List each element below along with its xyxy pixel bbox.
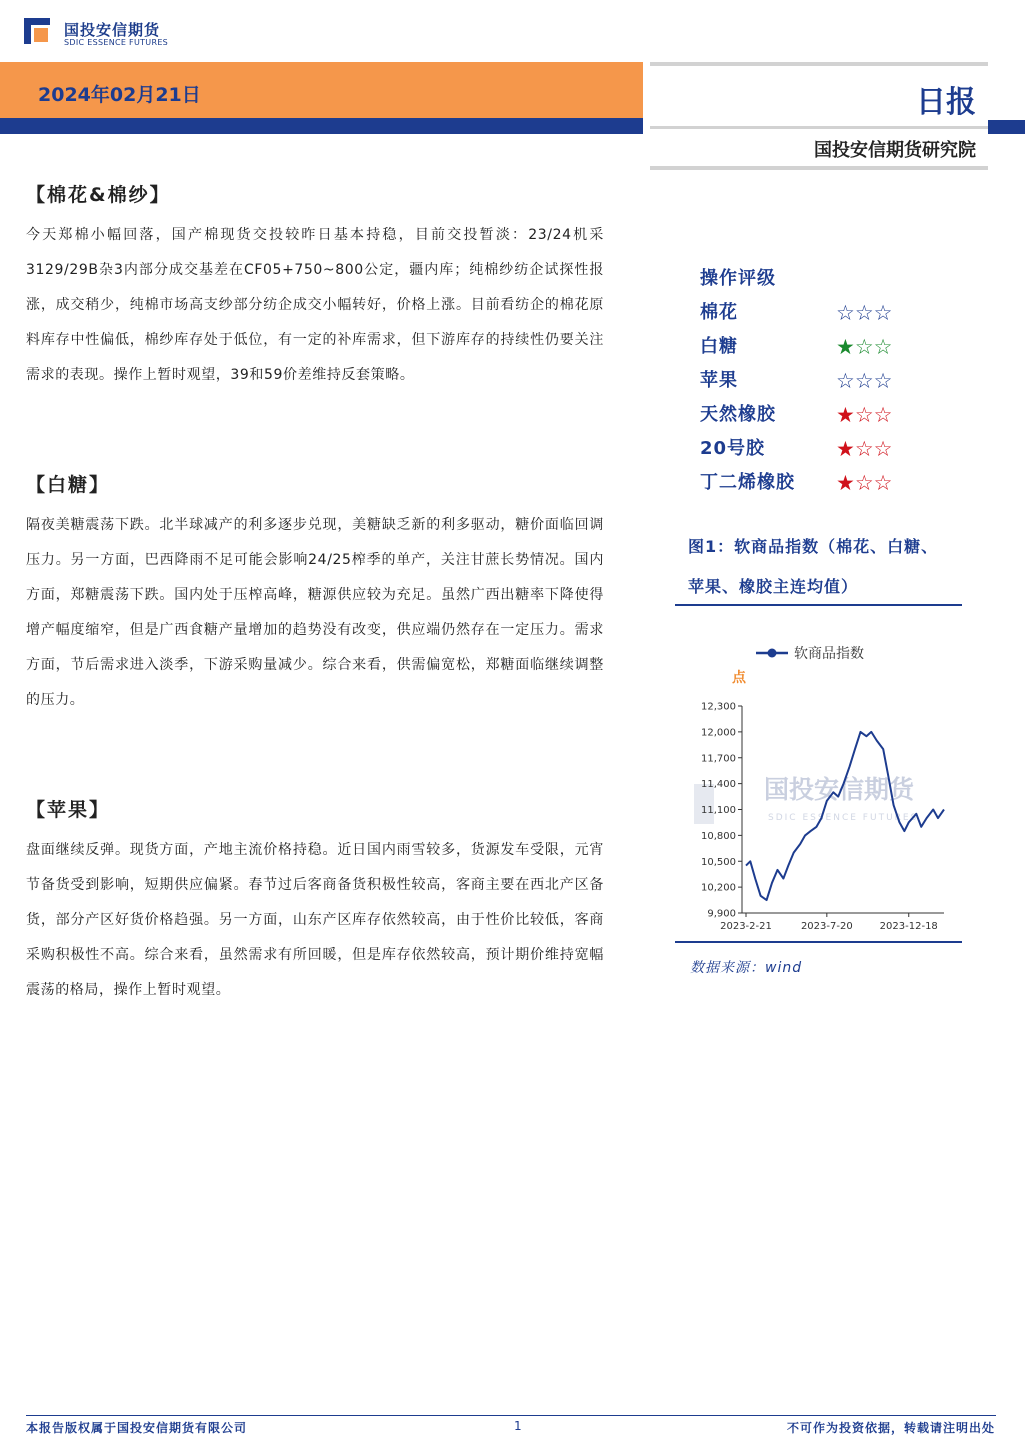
rating-stars (836, 432, 892, 466)
section-text-sugar: 隔夜美糖震荡下跌。北半球减产的利多逐步兑现，美糖缺乏新的利多驱动，糖价面临回调压力。另一方面，巴西降雨不足可能会影响24/25榨季的单产，关注甘蔗长势情况。国内方面，郑糖震荡下跌。国内处于压榨高峰，糖源供应较为充足。虽然广西出糖率下降使得增产幅度缩窄，但是广西食糖产量增加的趋势没有改变，供应端仍然存在一定压力。需求方面，节后需求进入淡季，下游采购量减少。综合来看，供需偏宽松，郑糖面临继续调整的压力。 (26, 517, 604, 708)
report-date: 2024年02月21日 (38, 84, 201, 106)
rating-stars (836, 330, 892, 364)
logo-english-name: SDIC ESSENCE FUTURES (64, 38, 169, 47)
star-icon: ☆ (854, 471, 874, 495)
footer-copyright: 本报告版权属于国投安信期货有限公司 (26, 1421, 248, 1435)
star-icon: ★ (836, 335, 855, 359)
footer-divider (26, 1415, 996, 1416)
rating-name: 丁二烯橡胶 (700, 472, 795, 493)
soft-commodity-index-chart (676, 630, 962, 940)
rating-row-sugar (700, 330, 940, 364)
rating-name: 白糖 (700, 336, 738, 357)
watermark-english-text: SDIC ESSENCE FUTURES (768, 813, 919, 823)
section-text-apple: 盘面继续反弹。现货方面，产地主流价格持稳。近日国内雨雪较多，货源发车受限，元宵节备货受到影响，短期供应偏紧。春节过后客商备货积极性较高，客商主要在西北产区备货，部分产区好货价格趋强。另一方面，山东产区库存依然较高，由于性价比较低，客商采购积极性不高。综合来看，虽然需求有所回暖，但是库存依然较高，预计期价维持宽幅震荡的格局，操作上暂时观望。 (26, 842, 604, 998)
watermark-text: 国投安信期货 (764, 775, 915, 804)
rating-stars (836, 466, 892, 500)
star-icon: ☆ (854, 403, 874, 427)
star-icon: ★ (836, 403, 855, 427)
figure-rule (675, 604, 962, 606)
data-source: 数据来源：wind (690, 960, 803, 976)
star-icon: ★ (836, 471, 855, 495)
footer-disclaimer: 不可作为投资依据，转载请注明出处 (786, 1421, 995, 1435)
rating-name: 苹果 (700, 370, 738, 391)
star-icon: ☆ (873, 437, 893, 461)
section-text-cotton: 今天郑棉小幅回落，国产棉现货交投较昨日基本持稳，目前交投暂淡：23/24机采3129/29B杂3内部分成交基差在CF05+750~800公定，疆内库；纯棉纱纺企试探性报涨，成交稍少，纯棉市场高支纱部分纺企成交小幅转好，价格上涨。目前看纺企的棉花原料库存中性偏低，棉纱库存处于低位，有一定的补库需求，但下游库存的持续性仍要关注需求的表现。操作上暂时观望，39和59价差维持反套策略。 (26, 227, 604, 383)
star-icon: ☆ (836, 301, 855, 325)
y-tick-label: 11,400 (701, 779, 736, 791)
star-icon: ☆ (854, 437, 874, 461)
company-logo (24, 16, 174, 52)
rating-row-apple (700, 364, 940, 398)
figure-rule (675, 941, 962, 943)
header-blue-bar-right (988, 120, 1025, 134)
y-tick-label: 10,200 (701, 882, 736, 894)
y-tick-label: 10,800 (701, 830, 736, 842)
star-icon: ☆ (836, 369, 855, 393)
rating-row-natural-rubber (700, 398, 940, 432)
y-tick-label: 12,300 (701, 701, 736, 713)
x-tick-label: 2023-2-21 (720, 921, 772, 932)
page-number: 1 (514, 1419, 522, 1433)
rating-name: 天然橡胶 (700, 404, 776, 425)
rating-row-nr20 (700, 432, 940, 466)
star-icon: ☆ (873, 369, 893, 393)
y-tick-label: 11,700 (701, 753, 736, 765)
rating-name: 棉花 (700, 302, 738, 323)
logo-mark-icon (24, 16, 56, 48)
header-blue-bar (0, 118, 643, 134)
legend-label: 软商品指数 (794, 646, 864, 662)
section-title-cotton: 【棉花&棉纱】 (26, 184, 171, 206)
star-icon: ☆ (854, 301, 874, 325)
star-icon: ☆ (854, 335, 874, 359)
divider (650, 126, 988, 129)
star-icon: ☆ (873, 471, 893, 495)
star-icon: ☆ (873, 403, 893, 427)
y-tick-label: 9,900 (707, 908, 736, 920)
figure-title: 图1：软商品指数（棉花、白糖、苹果、橡胶主连均值） (688, 537, 939, 596)
report-title-block (650, 62, 988, 170)
divider (650, 62, 988, 66)
rating-stars (836, 364, 892, 398)
ratings-title: 操作评级 (700, 268, 776, 289)
legend-marker (768, 649, 777, 658)
y-tick-label: 12,000 (701, 727, 736, 739)
y-tick-label: 11,100 (701, 805, 736, 816)
rating-stars (836, 398, 892, 432)
divider (650, 166, 988, 170)
star-icon: ☆ (873, 335, 893, 359)
logo-chinese-name: 国投安信期货 (64, 21, 161, 39)
operation-ratings (700, 262, 940, 500)
rating-row-cotton (700, 296, 940, 330)
institute-name: 国投安信期货研究院 (814, 140, 976, 161)
rating-stars (836, 296, 892, 330)
rating-row-br (700, 466, 940, 500)
star-icon: ★ (836, 437, 855, 461)
y-tick-label: 10,500 (701, 856, 736, 868)
section-title-sugar: 【白糖】 (26, 474, 111, 496)
x-tick-label: 2023-7-20 (800, 921, 853, 932)
y-axis-unit-label: 点 (732, 670, 746, 686)
x-tick-label: 2023-12-18 (879, 921, 938, 932)
star-icon: ☆ (873, 301, 893, 325)
report-title: 日报 (916, 85, 976, 120)
rating-name: 20号胶 (700, 438, 766, 459)
section-title-apple: 【苹果】 (26, 799, 111, 821)
star-icon: ☆ (854, 369, 874, 393)
